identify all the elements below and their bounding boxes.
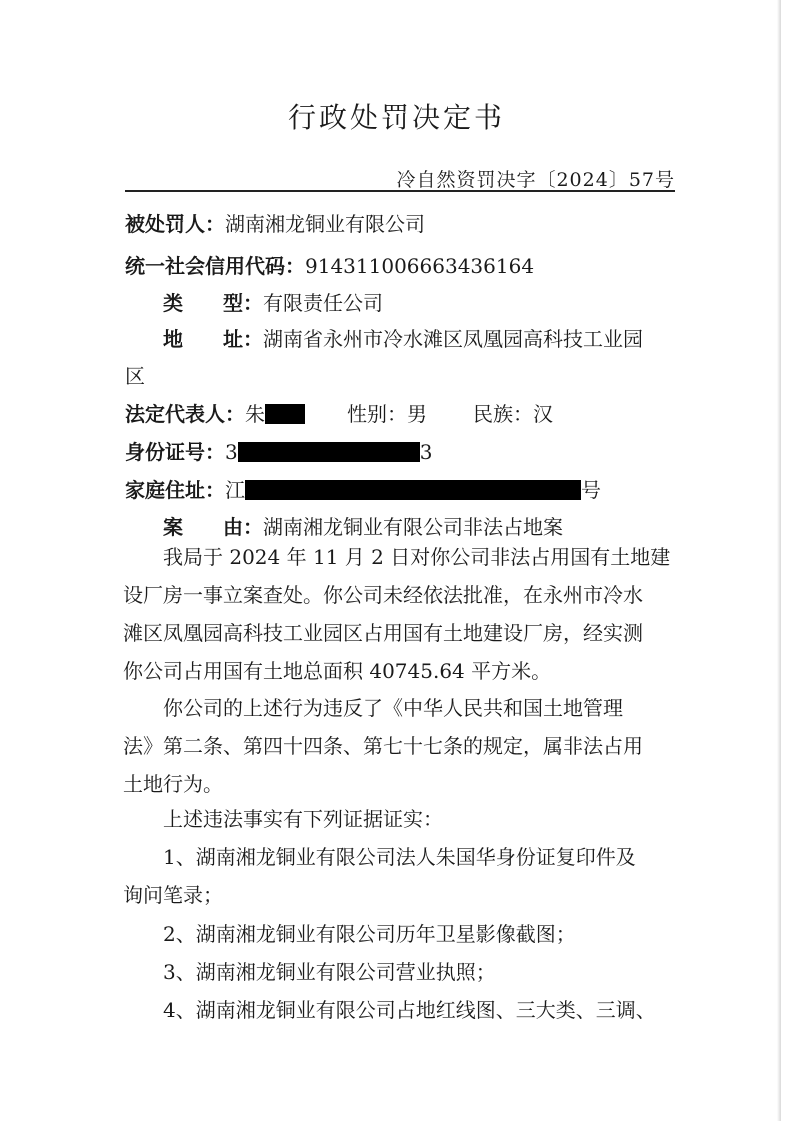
redaction-bar [245, 480, 581, 500]
paragraph-line: 土地行为。 [123, 772, 223, 796]
legal-rep-row [125, 398, 677, 427]
address-value-line1: 湖南省永州市冷水滩区凤凰园高科技工业园 [263, 327, 643, 351]
evidence-item-1 [123, 838, 675, 914]
legal-rep-label: 法定代表人： [125, 402, 245, 426]
paragraph-line: 1、湖南湘龙铜业有限公司法人朱国华身份证复印件及 [123, 845, 636, 869]
address-value-line2: 区 [125, 364, 145, 388]
gender-label: 性别： [347, 402, 407, 426]
credit-code-value: 914311006663436164 [305, 254, 535, 278]
party-name-label: 被处罚人： [125, 212, 225, 236]
paragraph-line: 设厂房一事立案查处。你公司未经依法批准，在永州市冷水 [123, 583, 643, 607]
address-continuation-row [125, 360, 677, 389]
paragraph-line: 2、湖南湘龙铜业有限公司历年卫星影像截图； [123, 922, 576, 946]
address-label: 地 址： [163, 327, 263, 351]
id-number-prefix: 3 [225, 440, 238, 464]
id-number-row [125, 436, 677, 465]
paragraph-line: 3、湖南湘龙铜业有限公司营业执照； [123, 960, 496, 984]
document-title: 行政处罚决定书 [287, 101, 505, 134]
violation-paragraph [123, 689, 675, 803]
company-type-row [125, 287, 677, 316]
header-divider [125, 190, 675, 192]
credit-code-row [125, 250, 677, 279]
paragraph-line: 询问笔录； [123, 883, 223, 907]
legal-rep-value: 朱 [245, 402, 265, 426]
paragraph-line: 你公司的上述行为违反了《中华人民共和国土地管理 [123, 696, 623, 720]
paragraph-line: 法》第二条、第四十四条、第七十七条的规定，属非法占用 [123, 734, 643, 758]
scan-edge-shadow [777, 0, 781, 1121]
facts-paragraph [123, 538, 675, 690]
evidence-item-2 [123, 915, 675, 953]
ethnic-value: 汉 [533, 402, 553, 426]
party-name-row [125, 208, 677, 237]
evidence-item-4 [123, 991, 675, 1029]
gender-value: 男 [407, 402, 427, 426]
company-type-label: 类 型： [163, 291, 263, 315]
case-cause-value: 湖南湘龙铜业有限公司非法占地案 [263, 515, 563, 539]
paragraph-line: 你公司占用国有土地总面积 40745.64 平方米。 [123, 659, 552, 683]
paragraph-line: 上述违法事实有下列证据证实： [123, 807, 443, 831]
address-row [125, 323, 677, 352]
paragraph-line: 我局于 2024 年 11 月 2 日对你公司非法占用国有土地建 [123, 545, 671, 569]
redaction-bar [265, 404, 305, 424]
id-number-suffix: 3 [419, 440, 433, 464]
credit-code-label: 统一社会信用代码： [125, 254, 305, 278]
evidence-intro-paragraph [123, 800, 675, 838]
document-number: 冷自然资罚决字〔2024〕57号 [396, 169, 675, 191]
home-address-suffix: 号 [581, 478, 601, 502]
home-address-prefix: 江 [225, 478, 245, 502]
case-cause-row [125, 511, 677, 540]
id-number-label: 身份证号： [125, 440, 225, 464]
home-address-row [125, 474, 677, 503]
paragraph-line: 滩区凤凰园高科技工业园区占用国有土地建设厂房，经实测 [123, 621, 643, 645]
redaction-bar [238, 442, 420, 462]
ethnic-label: 民族： [473, 402, 533, 426]
company-type-value: 有限责任公司 [263, 291, 383, 315]
evidence-item-3 [123, 953, 675, 991]
paragraph-line: 4、湖南湘龙铜业有限公司占地红线图、三大类、三调、 [123, 998, 656, 1022]
case-cause-label: 案 由： [163, 515, 263, 539]
party-name-value: 湖南湘龙铜业有限公司 [225, 212, 425, 236]
home-address-label: 家庭住址： [125, 478, 225, 502]
